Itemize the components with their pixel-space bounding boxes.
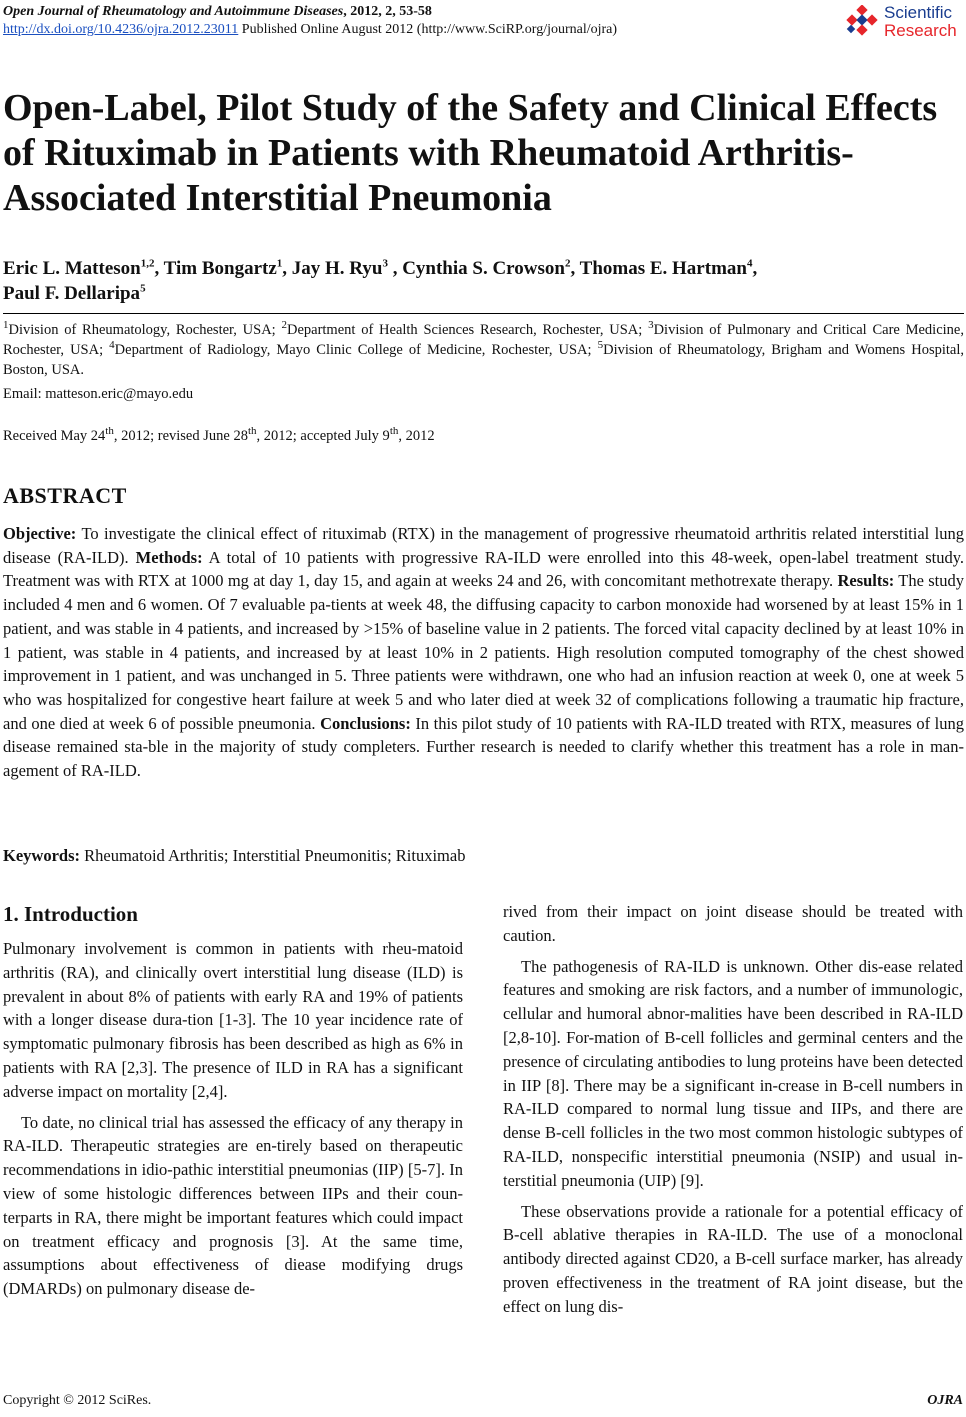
doi-link[interactable]: http://dx.doi.org/10.4236/ojra.2012.23011: [3, 22, 239, 37]
revised-sup: th: [247, 425, 257, 438]
intro-paragraph-4: These observations provide a rationale for a potential efficacy of B-cell ablative therapies in RA-ILD. The use of a monoclonal antibody directed against CD20, a B-cell surface marker, has already proven effectiveness in the treatment of RA joint disease, but the effect on lung dis-: [503, 1201, 963, 1316]
author-affiliation-number: 3: [382, 257, 388, 270]
paper-title: Open-Label, Pilot Study of the Safety and Clinical Effects of Rituximab in Patients with Rheumatoid Arthritis-Associated Interstitial Pneumonia: [3, 87, 938, 219]
author-name: Cynthia S. Crowson: [402, 258, 565, 279]
revised-text: , 2012; revised June 28: [113, 428, 248, 444]
affiliation-text: Division of Rheumatology, Brigham and Womens Hospital, Boston, USA.: [3, 342, 964, 378]
published-online: Published Online August 2012 (http://www.SciRP.org/journal/ojra): [238, 22, 618, 37]
section-heading-introduction: 1. Introduction: [3, 902, 138, 926]
intro-paragraph-2-continued: rived from their impact on joint disease should be treated with caution.: [503, 902, 963, 945]
left-column: [3, 900, 463, 1308]
received-dates: [3, 425, 435, 445]
author-name: Jay H. Ryu: [291, 258, 383, 279]
affiliation-number: 4: [109, 339, 115, 352]
conclusions-text: In this pilot study of 10 patients with RA-ILD treated with RTX, measures of lung disease remained sta-ble in the majority of study completers. Further research is needed to clarify whether this treatment has a role in man-agement of RA-ILD.: [3, 713, 964, 781]
affiliation-text: Division of Pulmonary and Critical Care Medicine, Rochester, USA;: [3, 322, 964, 358]
author-name: Eric L. Matteson: [3, 258, 141, 279]
author-list: [3, 256, 953, 306]
author-separator: ,: [570, 258, 580, 279]
author-affiliation-number: 2: [564, 257, 571, 270]
affiliation-number: 3: [648, 319, 654, 332]
received-sup: th: [105, 425, 114, 438]
objective-label: Objective:: [3, 524, 77, 543]
keywords: [3, 846, 465, 866]
logo-line1: Scientific: [884, 3, 953, 22]
corresponding-email: Email: matteson.eric@mayo.edu: [3, 386, 194, 402]
journal-name: Open Journal of Rheumatology and Autoimmune Diseases: [3, 4, 344, 19]
keywords-label: Keywords:: [3, 846, 80, 865]
affiliation-number: 5: [597, 339, 604, 352]
keywords-text: Rheumatoid Arthritis; Interstitial Pneumonitis; Rituximab: [80, 846, 466, 865]
conclusions-label: Conclusions:: [320, 713, 411, 733]
accepted-text: , 2012; accepted July 9: [256, 428, 390, 444]
objective-text: To investigate the clinical effect of rituximab (RTX) in the management of progressive rheumatoid arthritis related interstitial lung disease (RA-ILD).: [3, 524, 964, 567]
logo-icon: [844, 5, 880, 41]
year-text: , 2012: [398, 428, 435, 444]
journal-header: [3, 4, 432, 20]
author-separator: ,: [282, 258, 292, 279]
author-affiliation-number: 1: [276, 257, 283, 270]
journal-citation: , 2012, 2, 53-58: [343, 4, 432, 19]
affiliation-text: Division of Rheumatology, Rochester, USA;: [8, 322, 282, 338]
intro-paragraph-1: Pulmonary involvement is common in patients with rheu-matoid arthritis (RA), and clinically overt interstitial lung disease (ILD) is prevalent in about 8% of patients with early RA and 19% of patients with a longer disease dura-tion [1-3]. The 10 year incidence rate of symptomatic pulmonary fibrosis has been described as high as 6% in patients with RA [2,3]. The presence of ILD in RA has a significant adverse impact on mortality [2,4].: [3, 939, 463, 1101]
doi-line: [3, 22, 617, 38]
intro-paragraph-2: To date, no clinical trial has assessed the efficacy of any therapy in RA-ILD. Therapeutic strategies are en-tirely based on therapeutic recommendations in idio-pathic interstitial pneumonias (IIP) [5-7]. In view of some histologic differences between IIPs and their coun-terparts in RA, there might be important features which could impact on treatment efficacy and prognosis [3]. At the same time, assumptions about effectiveness of diease modifying drugs (DMARDs) on pulmonary disease de-: [3, 1112, 463, 1299]
methods-label: Methods:: [135, 547, 203, 567]
results-text: The study included 4 men and 6 women. Of 7 evaluable pa-tients at week 48, the diffusing capacity to carbon monoxide had worsened by at least 15% in 1 patient, and was stable in 4 patients, and increased by >15% of baseline value in 2 patients. The forced vital capacity declined by at least 10% in 1 patient, was stable in 4 patients, and increased by at least 10% in 2 patients. High resolution computed tomography of the chest showed improvement in 1 patient, and was unchanged in 5. Three patients were withdrawn, one who had an infusion reaction at week 0, one at week 5 who was hospitalized for congestive heart failure at week 5 and who later died at week 32 of complications following a traumatic hip fracture, and one died at week 6 of possible pneumonia.: [3, 571, 964, 733]
footer-copyright: Copyright © 2012 SciRes.: [3, 1393, 152, 1408]
results-label: Results:: [837, 571, 895, 591]
author-affiliation-number: 5: [140, 282, 146, 295]
abstract-heading: ABSTRACT: [3, 483, 127, 508]
author-name: Thomas E. Hartman: [579, 258, 747, 279]
author-name: Paul F. Dellaripa: [3, 283, 141, 304]
intro-paragraph-3: The pathogenesis of RA-ILD is unknown. Other dis-ease related features and smoking are risk factors, and a number of immunologic, cellular and humoral abnor-malities have been described in RA-ILD [2,8-10]. For-mation of B-cell follicles and germinal centers and the presence of circulating antibodies to lung proteins have been detected in IIP [8]. There may be a significant in-crease in B-cell numbers in RA-ILD compared to normal lung tissue and IIPs, and there are dense B-cell follicles in the two most common histologic subtypes of RA-ILD, nonspecific interstitial pneumonia (NSIP) and usual in-terstitial pneumonia (UIP) [9].: [503, 956, 963, 1190]
scientific-research-logo: [844, 4, 964, 44]
abstract-body: [3, 522, 964, 783]
accepted-sup: th: [389, 425, 399, 438]
author-separator: ,: [752, 258, 758, 279]
logo-text: [884, 4, 957, 40]
affiliations: [3, 320, 964, 380]
received-text: Received May 24: [3, 428, 106, 444]
methods-text: A total of 10 patients with progressive RA-ILD were enrolled into this 48-week, open-label treatment study. Treatment was with RTX at 1000 mg at day 1, day 15, and again at weeks 24 and 26, with concomitant methotrexate therapy.: [3, 547, 965, 591]
affiliation-number: 1: [3, 319, 9, 332]
author-name: Tim Bongartz: [163, 258, 277, 279]
author-affiliation-number: 1,2: [140, 257, 155, 270]
header-divider: [3, 313, 964, 314]
affiliation-text: Department of Radiology, Mayo Clinic College of Medicine, Rochester, USA;: [114, 342, 598, 358]
author-separator: ,: [154, 258, 164, 279]
affiliation-text: Department of Health Sciences Research, Rochester, USA;: [286, 322, 649, 338]
footer-journal-abbr: OJRA: [927, 1393, 963, 1408]
right-column: [503, 900, 963, 1326]
author-affiliation-number: 4: [746, 257, 753, 270]
affiliation-number: 2: [281, 319, 287, 332]
logo-line2: Research: [884, 21, 957, 40]
author-separator: ,: [387, 258, 403, 279]
